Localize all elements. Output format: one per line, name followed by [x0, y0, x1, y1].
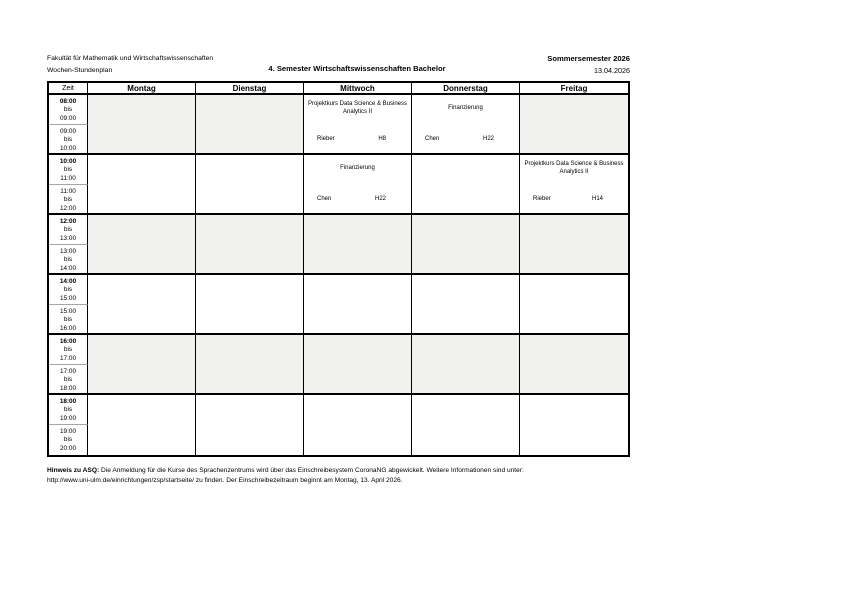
time-slot-1600-1700: 16:00 bis 17:00: [49, 335, 88, 365]
course-room: H22: [482, 136, 494, 142]
empty-cell-montag-1200: [88, 215, 196, 275]
empty-cell-montag-1600: [88, 335, 196, 395]
time-slot-0900-1000: 09:00 bis 10:00: [49, 125, 88, 155]
course-room: H22: [374, 196, 386, 202]
course-lecturer: Rieber: [317, 136, 335, 142]
empty-cell-montag-1400: [88, 275, 196, 335]
day-header-freitag: Freitag: [520, 83, 628, 95]
course-lecturer: Chen: [425, 136, 440, 142]
course-room: H14: [591, 196, 603, 202]
course-cell-freitag-1000: [520, 155, 628, 215]
day-header-mittwoch: Mittwoch: [304, 83, 412, 95]
time-column-header: Zeit: [49, 83, 88, 95]
plan-type: Wochen-Stundenplan: [47, 66, 113, 74]
empty-cell-dienstag-1400: [196, 275, 304, 335]
time-slot-1400-1500: 14:00 bis 15:00: [49, 275, 88, 305]
day-header-donnerstag: Donnerstag: [412, 83, 520, 95]
course-title: Projektkurs Data Science & Business Analytics II: [524, 160, 624, 175]
empty-cell-freitag-0800: [520, 95, 628, 155]
time-slot-0800-0900: 08:00 bis 09:00: [49, 95, 88, 125]
course-meta: [425, 136, 494, 142]
semester-label: Sommersemester 2026: [547, 54, 630, 63]
empty-cell-freitag-1400: [520, 275, 628, 335]
empty-cell-freitag-1200: [520, 215, 628, 275]
date-label: 13.04.2026: [594, 65, 630, 75]
time-slot-1100-1200: 11:00 bis 12:00: [49, 185, 88, 215]
day-header-dienstag: Dienstag: [196, 83, 304, 95]
day-header-montag: Montag: [88, 83, 196, 95]
footer-note-line1: [47, 466, 767, 476]
course-lecturer: Rieber: [533, 196, 551, 202]
course-cell-mittwoch-1000: [304, 155, 412, 215]
empty-cell-mittwoch-1400: [304, 275, 412, 335]
course-meta: [317, 136, 386, 142]
course-room: H8: [378, 136, 386, 142]
time-slot-1300-1400: 13:00 bis 14:00: [49, 245, 88, 275]
course-title: Projektkurs Data Science & Business Analytics II: [307, 100, 408, 115]
page-title: 4. Semester Wirtschaftswissenschaften Bachelor: [268, 64, 446, 73]
empty-cell-dienstag-1600: [196, 335, 304, 395]
footer-note-line2: http://www.uni-ulm.de/einrichtungen/zsp/startseite/ zu finden. Der Einschreibezeitraum beginnt am Montag, 13. April 2026.: [47, 476, 403, 484]
empty-cell-freitag-1800: [520, 395, 628, 455]
footer-note-text: Die Anmeldung für die Kurse des Sprachenzentrums wird über das Einschreibesystem CoronaNG abgewickelt. Weitere Informationen sind unter:: [99, 467, 524, 474]
empty-cell-mittwoch-1600: [304, 335, 412, 395]
empty-cell-dienstag-0800: [196, 95, 304, 155]
empty-cell-donnerstag-1200: [412, 215, 520, 275]
header-right: [330, 53, 630, 76]
empty-cell-montag-1800: [88, 395, 196, 455]
time-slot-1700-1800: 17:00 bis 18:00: [49, 365, 88, 395]
course-cell-mittwoch-0800: [304, 95, 412, 155]
empty-cell-dienstag-1000: [196, 155, 304, 215]
course-lecturer: Chen: [317, 196, 332, 202]
time-slot-1200-1300: 12:00 bis 13:00: [49, 215, 88, 245]
empty-cell-donnerstag-1000: [412, 155, 520, 215]
course-meta: [317, 196, 386, 202]
time-slot-1800-1900: 18:00 bis 19:00: [49, 395, 88, 425]
time-slot-1500-1600: 15:00 bis 16:00: [49, 305, 88, 335]
empty-cell-donnerstag-1600: [412, 335, 520, 395]
timetable: [47, 81, 630, 457]
empty-cell-mittwoch-1200: [304, 215, 412, 275]
time-slot-1900-2000: 19:00 bis 20:00: [49, 425, 88, 455]
empty-cell-donnerstag-1400: [412, 275, 520, 335]
empty-cell-montag-0800: [88, 95, 196, 155]
course-cell-donnerstag-0800: [412, 95, 520, 155]
faculty-name: Fakultät für Mathematik und Wirtschaftswissenschaften: [47, 55, 214, 62]
empty-cell-montag-1000: [88, 155, 196, 215]
empty-cell-donnerstag-1800: [412, 395, 520, 455]
footer-note-label: Hinweis zu ASQ:: [47, 467, 100, 474]
empty-cell-dienstag-1800: [196, 395, 304, 455]
empty-cell-mittwoch-1800: [304, 395, 412, 455]
empty-cell-dienstag-1200: [196, 215, 304, 275]
empty-cell-freitag-1600: [520, 335, 628, 395]
course-title: Finanzierung: [448, 104, 483, 111]
time-slot-1000-1100: 10:00 bis 11:00: [49, 155, 88, 185]
footer-note: [47, 466, 767, 485]
course-title: Finanzierung: [340, 164, 375, 171]
course-meta: [533, 196, 603, 202]
